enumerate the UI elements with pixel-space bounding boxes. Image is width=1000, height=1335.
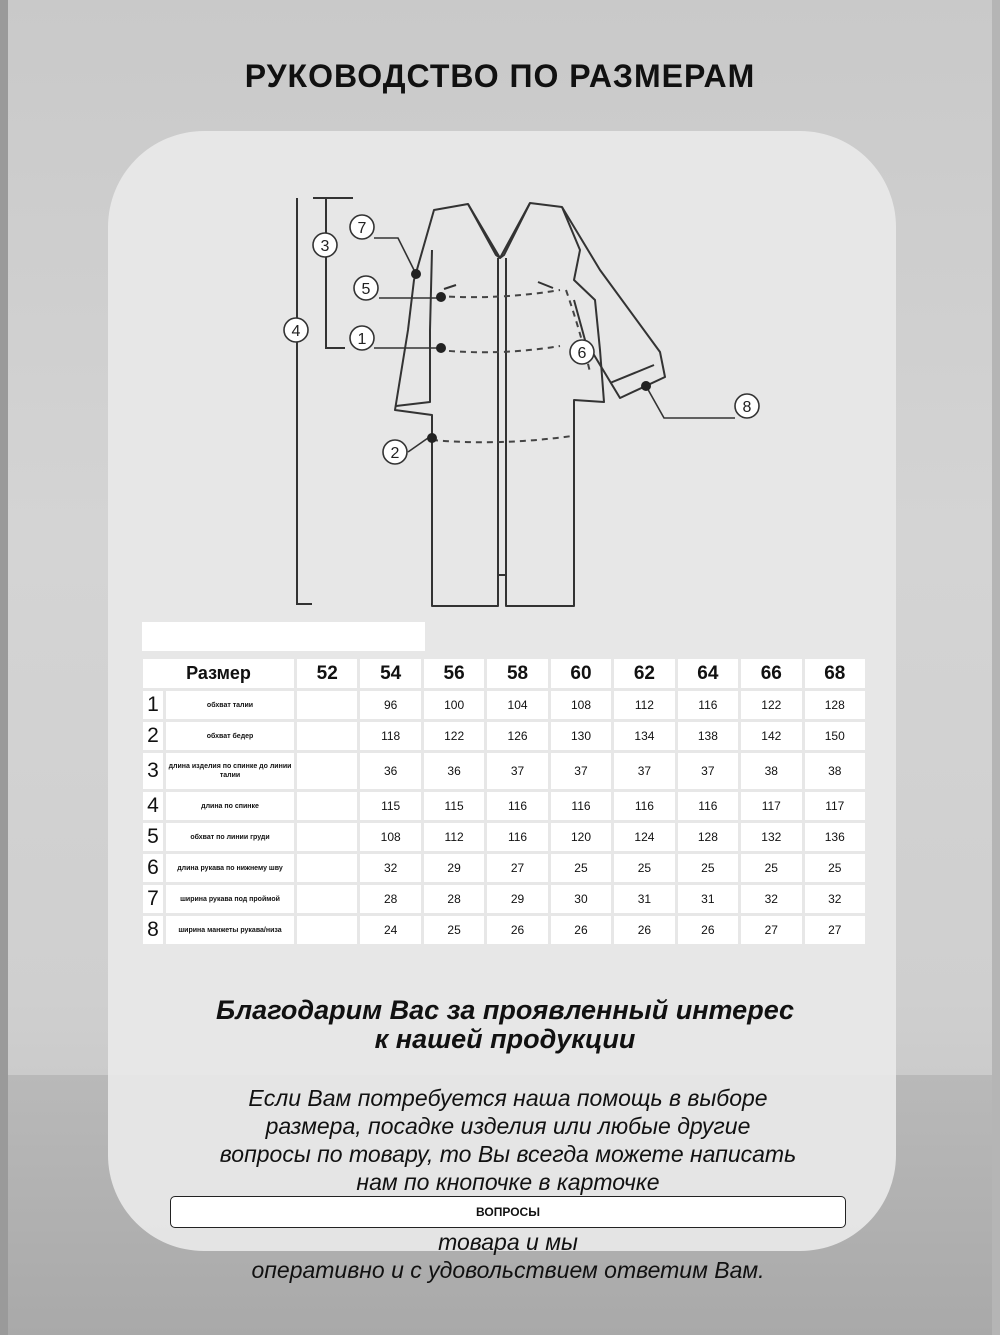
row-number: 8 xyxy=(143,916,163,944)
svg-text:7: 7 xyxy=(357,220,367,237)
measure-dots xyxy=(411,269,651,443)
blank-header-bar xyxy=(142,622,425,651)
row-label: обхват по линии груди xyxy=(166,823,294,851)
size-header: 52 xyxy=(297,659,357,688)
row-number: 1 xyxy=(143,691,163,719)
row-number: 7 xyxy=(143,885,163,913)
row-label: длина изделия по спинке до линии талии xyxy=(166,753,294,789)
size-header: 54 xyxy=(360,659,420,688)
table-cell: 36 xyxy=(360,753,420,789)
table-row xyxy=(143,823,865,851)
table-cell: 32 xyxy=(805,885,865,913)
table-cell: 112 xyxy=(614,691,674,719)
table-row xyxy=(143,792,865,820)
marker-1 xyxy=(350,326,374,350)
size-header: 60 xyxy=(551,659,611,688)
table-cell: 134 xyxy=(614,722,674,750)
table-cell: 116 xyxy=(678,691,738,719)
table-cell: 117 xyxy=(741,792,801,820)
table-cell: 37 xyxy=(678,753,738,789)
table-row xyxy=(143,885,865,913)
table-cell xyxy=(297,722,357,750)
row-label: ширина рукава под проймой xyxy=(166,885,294,913)
length-guides xyxy=(297,198,353,604)
size-header: 68 xyxy=(805,659,865,688)
questions-button: ВОПРОСЫ xyxy=(170,1196,846,1228)
table-cell: 25 xyxy=(741,854,801,882)
paragraph-text: нам по кнопочке в карточке xyxy=(356,1169,660,1195)
table-cell: 116 xyxy=(487,792,547,820)
table-cell: 31 xyxy=(678,885,738,913)
marker-2 xyxy=(383,440,407,464)
page-title: РУКОВОДСТВО ПО РАЗМЕРАМ xyxy=(244,58,756,94)
table-cell: 28 xyxy=(360,885,420,913)
table-row xyxy=(143,722,865,750)
svg-text:6: 6 xyxy=(577,345,587,362)
marker-4 xyxy=(284,318,308,342)
table-cell: 26 xyxy=(487,916,547,944)
table-cell: 24 xyxy=(360,916,420,944)
table-cell: 116 xyxy=(551,792,611,820)
table-cell: 126 xyxy=(487,722,547,750)
paragraph-line: вопросы по товару, то Вы всегда можете написать xyxy=(219,1141,797,1167)
thanks-line: к нашей продукции xyxy=(374,1024,636,1054)
row-number: 4 xyxy=(143,792,163,820)
table-cell: 25 xyxy=(614,854,674,882)
table-cell: 25 xyxy=(551,854,611,882)
size-header: 58 xyxy=(487,659,547,688)
size-header-row xyxy=(143,659,865,688)
table-cell: 128 xyxy=(805,691,865,719)
table-cell: 115 xyxy=(360,792,420,820)
table-cell: 27 xyxy=(487,854,547,882)
size-header-label: Размер xyxy=(143,659,294,688)
help-paragraph xyxy=(170,1084,846,1284)
table-row xyxy=(143,916,865,944)
table-cell: 37 xyxy=(487,753,547,789)
coat-outline xyxy=(395,203,665,606)
paragraph-line: Если Вам потребуется наша помощь в выборе xyxy=(248,1085,768,1111)
measure-lines xyxy=(432,290,590,442)
table-cell: 120 xyxy=(551,823,611,851)
table-cell: 38 xyxy=(741,753,801,789)
row-label: обхват талии xyxy=(166,691,294,719)
svg-text:8: 8 xyxy=(742,399,752,416)
table-row xyxy=(143,854,865,882)
table-cell: 25 xyxy=(805,854,865,882)
table-cell: 30 xyxy=(551,885,611,913)
row-number: 2 xyxy=(143,722,163,750)
table-cell: 26 xyxy=(678,916,738,944)
table-cell: 29 xyxy=(487,885,547,913)
table-cell: 136 xyxy=(805,823,865,851)
svg-text:3: 3 xyxy=(320,238,330,255)
table-cell: 28 xyxy=(424,885,484,913)
table-row xyxy=(143,753,865,789)
table-cell: 104 xyxy=(487,691,547,719)
table-cell: 138 xyxy=(678,722,738,750)
table-cell: 124 xyxy=(614,823,674,851)
paragraph-line: оперативно и с удовольствием ответим Вам. xyxy=(251,1257,765,1283)
table-cell xyxy=(297,753,357,789)
table-row xyxy=(143,691,865,719)
size-header: 66 xyxy=(741,659,801,688)
table-cell: 38 xyxy=(805,753,865,789)
table-cell: 25 xyxy=(678,854,738,882)
table-cell: 36 xyxy=(424,753,484,789)
row-label: ширина манжеты рукава/низа xyxy=(166,916,294,944)
table-cell: 116 xyxy=(614,792,674,820)
paragraph-line: размера, посадке изделия или любые другие xyxy=(265,1113,751,1139)
table-cell: 31 xyxy=(614,885,674,913)
svg-text:1: 1 xyxy=(357,331,367,348)
garment-diagram xyxy=(0,0,1000,620)
table-cell: 128 xyxy=(678,823,738,851)
table-cell: 27 xyxy=(805,916,865,944)
table-cell: 150 xyxy=(805,722,865,750)
svg-text:4: 4 xyxy=(291,323,301,340)
table-cell xyxy=(297,885,357,913)
marker-5 xyxy=(354,276,378,300)
table-cell: 116 xyxy=(487,823,547,851)
table-cell xyxy=(297,691,357,719)
table-cell: 32 xyxy=(741,885,801,913)
size-header: 62 xyxy=(614,659,674,688)
row-number: 5 xyxy=(143,823,163,851)
row-label: длина рукава по нижнему шву xyxy=(166,854,294,882)
table-cell: 116 xyxy=(678,792,738,820)
table-cell xyxy=(297,854,357,882)
table-cell: 112 xyxy=(424,823,484,851)
marker-8 xyxy=(735,394,759,418)
row-number: 6 xyxy=(143,854,163,882)
table-cell: 26 xyxy=(551,916,611,944)
table-cell: 37 xyxy=(551,753,611,789)
table-cell: 118 xyxy=(360,722,420,750)
table-cell: 117 xyxy=(805,792,865,820)
table-cell: 100 xyxy=(424,691,484,719)
thanks-line: Благодарим Вас за проявленный интерес xyxy=(215,995,795,1025)
row-label: обхват бедер xyxy=(166,722,294,750)
paragraph-text: товара и мы xyxy=(438,1229,578,1255)
table-cell: 29 xyxy=(424,854,484,882)
row-number: 3 xyxy=(143,753,163,789)
size-header: 64 xyxy=(678,659,738,688)
svg-text:2: 2 xyxy=(390,445,400,462)
marker-3 xyxy=(313,233,337,257)
table-cell: 132 xyxy=(741,823,801,851)
marker-6 xyxy=(570,340,594,364)
table-cell: 142 xyxy=(741,722,801,750)
table-cell xyxy=(297,916,357,944)
marker-7 xyxy=(350,215,374,239)
table-cell: 26 xyxy=(614,916,674,944)
row-label: длина по спинке xyxy=(166,792,294,820)
svg-text:5: 5 xyxy=(361,281,371,298)
table-cell: 37 xyxy=(614,753,674,789)
table-cell: 27 xyxy=(741,916,801,944)
table-cell: 108 xyxy=(551,691,611,719)
size-header: 56 xyxy=(424,659,484,688)
table-cell: 130 xyxy=(551,722,611,750)
table-cell xyxy=(297,823,357,851)
table-cell: 122 xyxy=(741,691,801,719)
table-cell: 115 xyxy=(424,792,484,820)
table-cell xyxy=(297,792,357,820)
size-table xyxy=(140,656,868,947)
paragraph-line xyxy=(170,1168,846,1256)
table-cell: 108 xyxy=(360,823,420,851)
table-cell: 32 xyxy=(360,854,420,882)
table-cell: 25 xyxy=(424,916,484,944)
thanks-heading xyxy=(150,996,860,1054)
leader-lines xyxy=(374,238,735,452)
table-cell: 122 xyxy=(424,722,484,750)
table-cell: 96 xyxy=(360,691,420,719)
